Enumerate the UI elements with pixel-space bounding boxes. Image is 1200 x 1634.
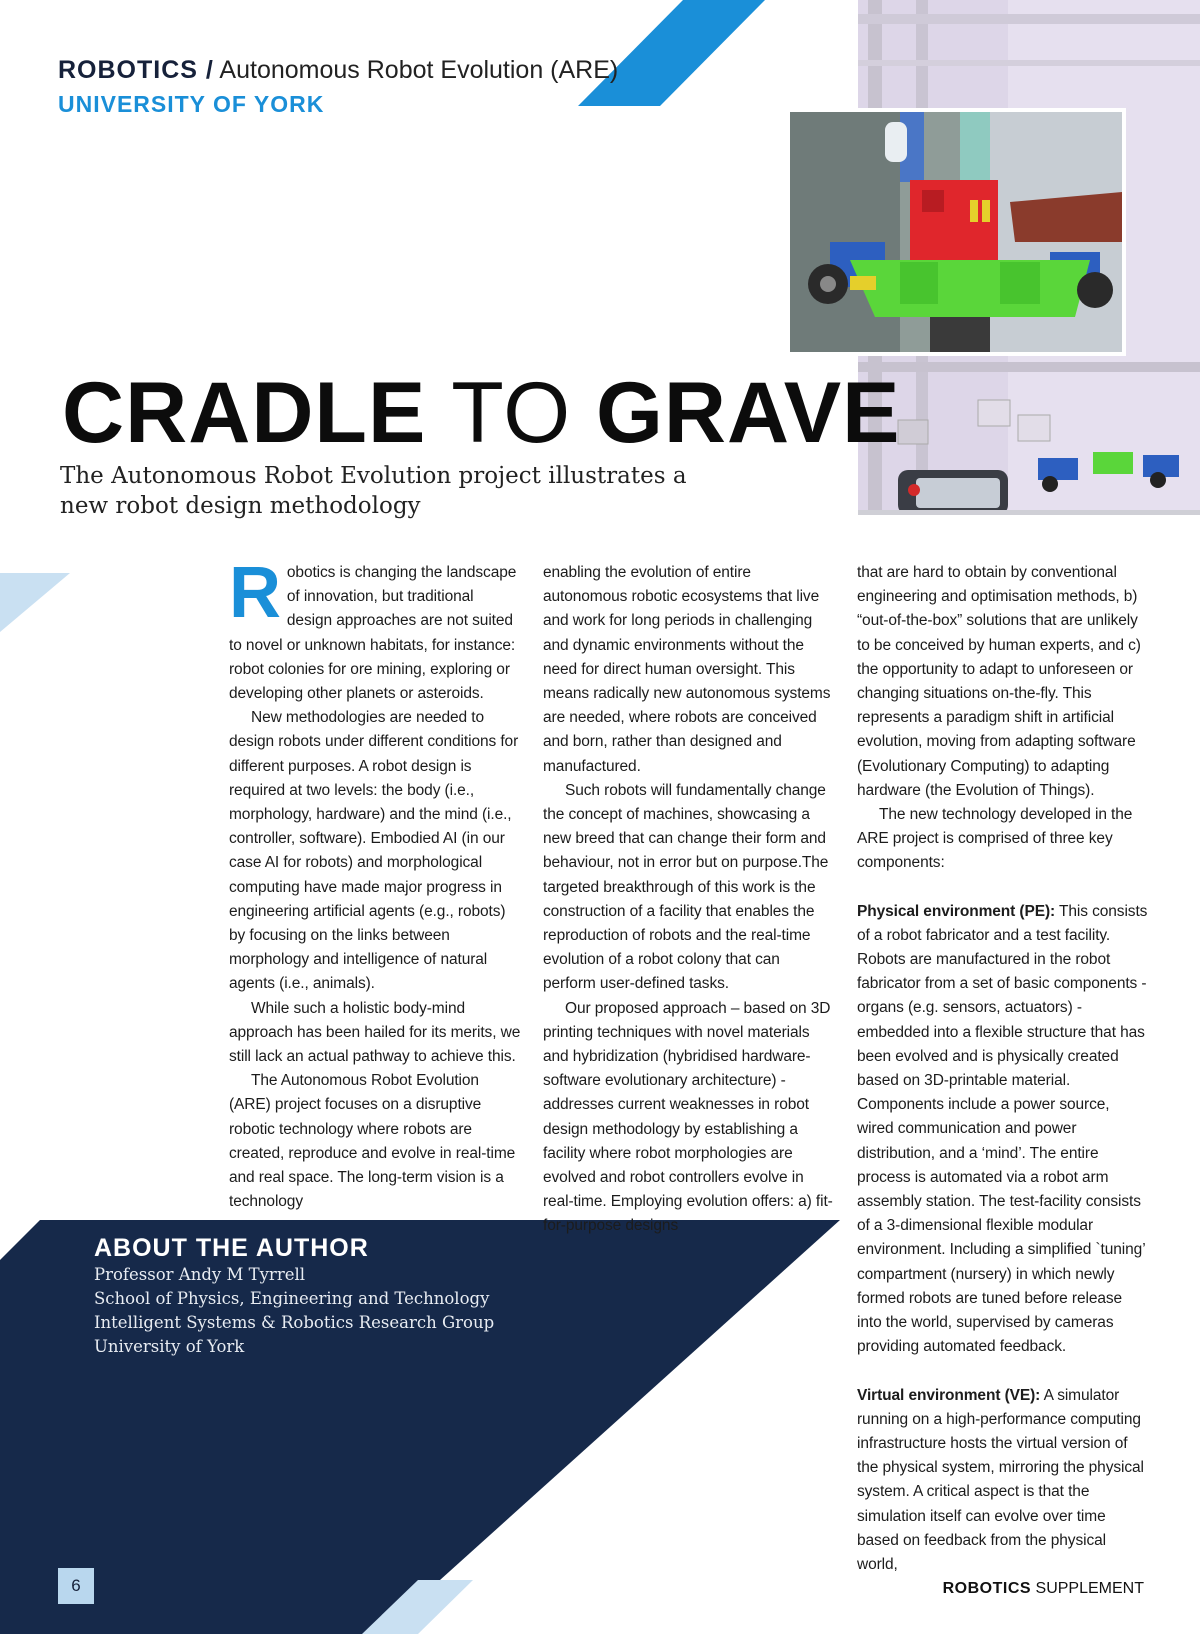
footer-brand — [943, 1580, 1144, 1598]
author-group: Intelligent Systems & Robotics Research Group — [94, 1313, 495, 1332]
article-subtitle: The Autonomous Robot Evolution project illustrates a new robot design methodology — [60, 463, 687, 519]
paragraph: that are hard to obtain by conventional engineering and optimisation methods, b) “out-of-the-box” solutions that are unlikely to be conceived by human experts, and c) the opportunity to adapt to unforeseen or changing situations on-the-fly. This represents a paradigm shift in artificial evolution, moving from adapting software (Evolutionary Computing) to adapting hardware (the Evolution of Things). — [857, 564, 1141, 799]
paragraph-pe — [857, 900, 1149, 1360]
paragraph: The Autonomous Robot Evolution (ARE) project focuses on a disruptive robotic technology where robots are created, reproduce and evolve in real-time and real space. The long-term vision is a technology — [229, 1072, 516, 1211]
paragraph: The new technology developed in the ARE project is comprised of three key components: — [857, 806, 1133, 872]
ve-label: Virtual environment (VE): — [857, 1386, 1041, 1404]
author-university: University of York — [94, 1337, 245, 1356]
institution-label: UNIVERSITY OF YORK — [58, 91, 325, 117]
paragraph: While such a holistic body-mind approach has been hailed for its merits, we still lack an actual pathway to achieve this. — [229, 999, 521, 1066]
paragraph — [229, 553, 521, 706]
paragraph-text: obotics is changing the landscape of innovation, but traditional design approaches are not suited to novel or unknown habitats, for instance: robot colonies for ore mining, exploring or developing other planets or asteroids. — [229, 564, 517, 703]
robot-photo — [790, 112, 1122, 352]
ve-text: A simulator running on a high-performance computing infrastructure hosts the virtual version of the physical system, mirroring the physical system. A critical aspect is that the simulation itself can evolve over time based on feedback from the physical world, — [857, 1386, 1144, 1573]
footer-word: SUPPLEMENT — [1035, 1580, 1144, 1597]
paragraph: Our proposed approach – based on 3D printing techniques with novel materials and hybridization (hybridised hardware-software evolutionary architecture) - addresses current weaknesses in robot design methodology by establishing a facility where robot morphologies are evolved and robot controllers evolve in real-time. Employing evolution offers: a) fit-for-purpose designs — [543, 999, 833, 1235]
title-word-to: TO — [451, 365, 572, 461]
body-column-2 — [543, 561, 835, 1239]
left-light-triangle — [0, 573, 70, 632]
body-column-3 — [857, 561, 1149, 1577]
section-keyword: ROBOTICS / — [58, 56, 214, 84]
paragraph: enabling the evolution of entire autonomous robotic ecosystems that live and work for long periods in challenging and dynamic environments without the need for direct human oversight. This means radically new autonomous systems are needed, where robots are conceived and born, rather than designed and manufactured. — [543, 564, 831, 775]
section-header — [58, 56, 618, 85]
paragraph: Such robots will fundamentally change the concept of machines, showcasing a new breed that can change their form and behaviour, not in error but on purpose.The targeted breakthrough of this work is the construction of a facility that enables the reproduction of robots and the real-time evolution of a robot colony that can perform user-defined tasks. — [543, 781, 829, 993]
body-column-1 — [229, 553, 521, 1214]
title-word-cradle: CRADLE — [62, 365, 427, 461]
about-author-heading: ABOUT THE AUTHOR — [94, 1234, 369, 1262]
pe-label: Physical environment (PE): — [857, 902, 1056, 920]
pe-text: This consists of a robot fabricator and a test facility. Robots are manufactured in the robot fabricator from a set of basic components - organs (e.g. sensors, actuators) - embedded into a flexible structure that has been evolved and is physically created based on 3D-printable material. Components include a power source, wired communication and power distribution, and a ‘mind’. The entire process is automated via a robot arm assembly station. The test-facility consists of a 3-dimensional flexible modular environment. Including a simplified `tuning’ compartment (nursery) in which newly formed robots are tuned before release into the world, supervised by cameras providing automated feedback. — [857, 902, 1148, 1356]
paragraph-ve — [857, 1384, 1149, 1578]
title-word-grave: GRAVE — [596, 365, 901, 461]
paragraph: New methodologies are needed to design robots under different conditions for different purposes. A robot design is required at two levels: the body (i.e., morphology, hardware) and the mind (i.e., controller, software). Embodied AI (in our case AI for robots) and morphological computing have made major progress in engineering artificial agents (e.g., robots) by focusing on the links between morphology and intelligence of natural agents (i.e., animals). — [229, 709, 519, 993]
author-school: School of Physics, Engineering and Technology — [94, 1289, 490, 1308]
article-title — [62, 365, 901, 461]
section-topic: Autonomous Robot Evolution (ARE) — [219, 56, 619, 84]
footer-keyword: ROBOTICS — [942, 1580, 1032, 1597]
author-name: Professor Andy M Tyrrell — [94, 1265, 306, 1284]
drop-cap: R — [229, 553, 281, 633]
page-number: 6 — [71, 1576, 81, 1595]
top-blue-stripe — [578, 0, 765, 106]
